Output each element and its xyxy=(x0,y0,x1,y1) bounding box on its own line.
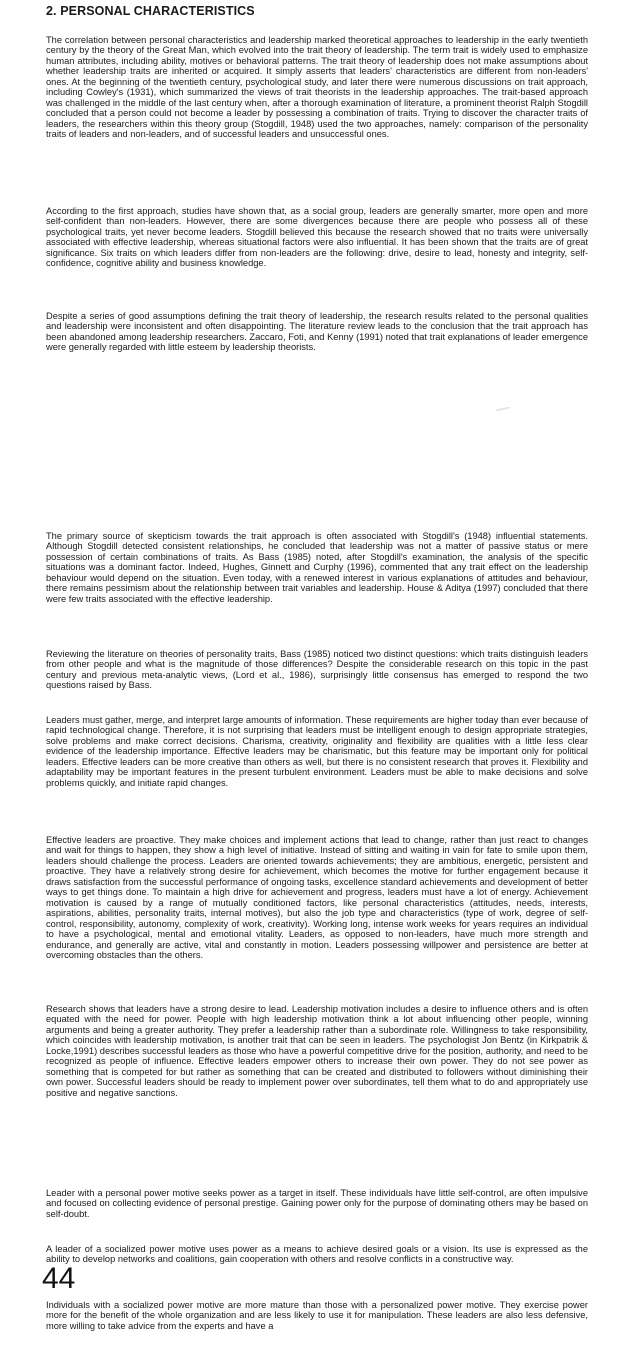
scan-smudge xyxy=(496,407,510,412)
paragraph: Leaders must gather, merge, and interpret large amounts of information. These requirements are higher today than ever because of rapid technological change. Therefore, it is not surprising that leaders must be intelligent enough to design appropriate strategies, solve problems and make correct decisions. Charisma, creativity, originality and flexibility are qualities with a little less clear evidence of the leadership importance. Effective leaders may be charismatic, but this feature may be important only for political leaders. Effective leaders can be more creative than others as well, but there is no consistent research that proves it. Flexibility and adaptability may be important features in the present turbulent environment. Leaders must be able to make decisions and solve problems quickly, and initiate rapid changes. xyxy=(46,715,588,788)
paragraph: According to the first approach, studies have shown that, as a social group, leaders are generally smarter, more open and more self-confident than non-leaders. However, there are some divergences because there are people who possess all of these psychological traits, yet never become leaders. Stogdill believed this because the research showed that no traits were universally associated with effective leadership, whereas situational factors were also influential. It has been shown that the traits are of great significance. Six traits on which leaders differ from non-leaders are the following: drive, desire to lead, honesty and integrity, self-confidence, cognitive ability and business knowledge. xyxy=(46,206,588,269)
paragraph: The correlation between personal characteristics and leadership marked theoretical approaches to leadership in the early twentieth century by the theory of the Great Man, which evolved into the trait theory of leadership. The term trait is widely used to emphasize human attributes, including ability, motives or behavioral patterns. The trait theory of leadership does not make assumptions about whether leadership traits are inherited or acquired. It simply asserts that leaders' characteristics are different from non-leaders' ones. At the beginning of the twentieth century, psychological study, and later there were numerous discussions on trait approach, including Cowley's (1931), which summarized the views of trait theorists in the leadership approaches. The trait-based approach was challenged in the middle of the last century when, after a thorough examination of literature, a prominent theorist Ralph Stogdill concluded that a person could not become a leader by possessing a combination of traits. Trying to discover the character traits of leaders, the researchers within this theory group (Stogdill, 1948) used the two approaches, namely: comparison of the personality traits of leaders and non-leaders, and of successful leaders and unsuccessful ones. xyxy=(46,35,588,140)
paragraph: Research shows that leaders have a strong desire to lead. Leadership motivation includes a desire to influence others and is often equated with the need for power. People with high leadership motivation think a lot about influencing other people, winning arguments and being a greater authority. They prefer a leadership rather than a subordinate role. Willingness to take responsibility, which coincides with leadership motivation, is another trait that can be seen in leaders. The psychologist Jon Bentz (in Kirkpatrik & Locke,1991) describes successful leaders as those who have a powerful competitive drive for the position, authority, and need to be recognized as people of influence. Effective leaders empower others to increase their own power. They do not see power as something that is competed for but rather as something that can be created and distributed to followers without diminishing their own power. Successful leaders should be ready to implement power over subordinates, tell them what to do and appropriately use positive and negative sanctions. xyxy=(46,1004,588,1098)
paragraph: Despite a series of good assumptions defining the trait theory of leadership, the research results related to the personal qualities and leadership were inconsistent and often disappointing. The literature review leads to the conclusion that the trait approach has been abandoned among leadership researchers. Zaccaro, Foti, and Kenny (1991) noted that trait explanations of leader emergence were generally regarded with little esteem by leadership theorists. xyxy=(46,311,588,353)
paragraph: Leader with a personal power motive seeks power as a target in itself. These individuals have little self-control, are often impulsive and focused on collecting evidence of personal prestige. Gaining power only for the purpose of dominating others may be based on self-doubt. xyxy=(46,1188,588,1219)
paragraph: Individuals with a socialized power motive are more mature than those with a personalized power motive. They exercise power more for the benefit of the whole organization and are less likely to use it for manipulation. These leaders are also less defensive, more willing to take advice from the experts and have a xyxy=(46,1300,588,1331)
paragraph: The primary source of skepticism towards the trait approach is often associated with Stogdill's (1948) influential statements. Although Stogdill detected consistent relationships, he concluded that leadership was not a matter of passive status or mere possession of certain combinations of traits. As Bass (1985) noted, after Stogdill's examination, the analysis of the specific situations was a dominant factor. Indeed, Hughes, Ginnett and Curphy (1996), commented that any trait effect on the leadership behaviour would depend on the situation. Even today, with a renewed interest in various explanations of attitudes and behaviour, there remains pessimism about the relationship between trait variables and leadership. House & Aditya (1997) concluded that there were few traits associated with the effective leadership. xyxy=(46,531,588,604)
section-heading: 2. PERSONAL CHARACTERISTICS xyxy=(46,4,255,18)
paragraph: Reviewing the literature on theories of personality traits, Bass (1985) noticed two distinct questions: which traits distinguish leaders from other people and what is the magnitude of those differences? Despite the considerable research on this topic in the past century and previous meta-analytic views, (Lord et al., 1986), surprisingly little consensus has emerged to respond the two questions raised by Bass. xyxy=(46,649,588,691)
paragraph: A leader of a socialized power motive uses power as a means to achieve desired goals or a vision. Its use is expressed as the ability to develop networks and coalitions, gain cooperation with others and resolve conflicts in a constructive way. xyxy=(46,1244,588,1265)
page-number: 44 xyxy=(42,1262,76,1295)
paragraph: Effective leaders are proactive. They make choices and implement actions that lead to change, rather than just react to changes and wait for things to happen, they show a high level of initiative. Instead of sitting and waiting in vain for fate to smile upon them, leaders should challenge the process. Leaders are oriented towards achievements; they are ambitious, energetic, persistent and proactive. They have a relatively strong desire for achievement, which becomes the motive for further engagement because it draws satisfaction from the successful performance of ongoing tasks, excellence standard achievements and development of better ways to get things done. To maintain a high drive for achievement and progress, leaders must have a lot of energy. Achievement motivation is caused by a range of mutually conditioned factors, like personal characteristics (attitudes, needs, interests, aspirations, abilities, personality traits, internal motives), but also the job type and characteristics (type of work, degree of self-control, responsibility, autonomy, complexity of work, creativity). Working long, intense work weeks for years requires an individual to have a psychological, mental and emotional vitality. Leaders, as opposed to non-leaders, have much more strength and endurance, and generally are active, vital and constantly in motion. Leaders possessing willpower and persistence are better at overcoming obstacles than the others. xyxy=(46,835,588,960)
